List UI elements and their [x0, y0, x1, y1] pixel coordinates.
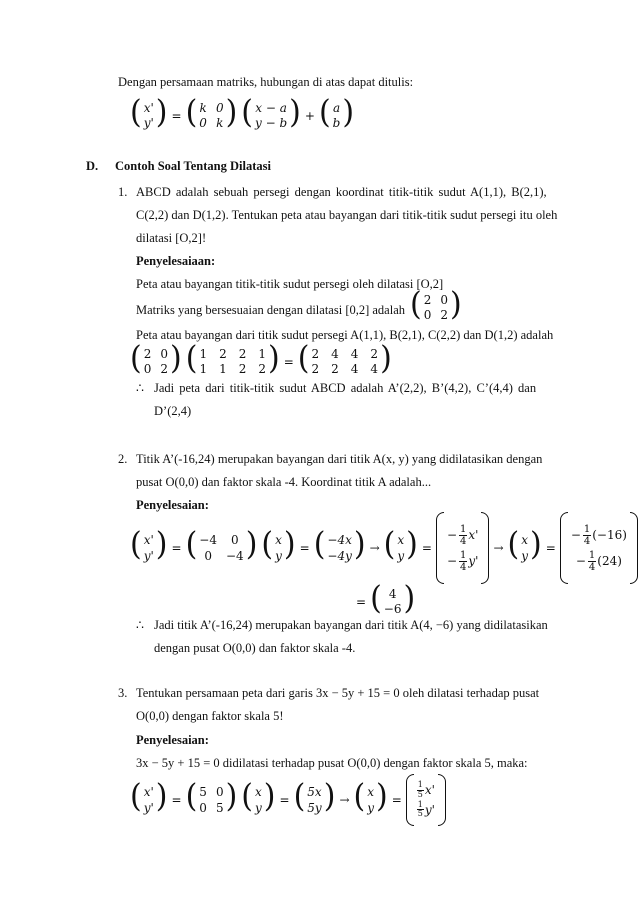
p2-big-matrix-2: − $\frac{1}{4}$ (−16) − $\frac{1}{4}$ (24): [560, 512, 638, 584]
p1-step1: Peta atau bayangan titik-titik sudut persegi oleh dilatasi [O,2]: [136, 277, 444, 291]
p1-line2: C(2,2) dan D(1,2). Tentukan peta atau bayangan dari titik-titik sudut persegi itu oleh: [136, 208, 558, 222]
p1-line1: ABCD adalah sebuah persegi dengan koordinat titik-titik sudut A(1,1), B(2,1),: [136, 185, 547, 199]
p2-equation: ( x' y' ) = ( −4 0 0 −4 ) ( x y ) = ( −4x −4y ) → ( x y ) = − $\frac{1}{4}$ x' − $\frac{1}{4}$ y' → ( x y ) = − $\frac{1}{4}$ (−16) − $\frac{1}{4}$ (24): [130, 512, 638, 584]
p1-step2: Matriks yang bersesuaian dengan dilatasi [0,2] adalah: [136, 303, 406, 317]
p1-line3: dilatasi [O,2]!: [136, 231, 207, 245]
p1-matrix-equation: ( 2 0 0 2 ) ( 1 2 2 1 1 1 2 2 ) = ( 2 4 4 2 2 2 4 4 ): [130, 344, 392, 380]
intro-equation: [130, 93, 355, 134]
plus-sign: +: [304, 108, 315, 123]
p3-line2: O(0,0) dengan faktor skala 5!: [136, 709, 284, 723]
matrix-xa: ( x − a y − b ): [241, 93, 301, 131]
therefore-icon: ∴: [136, 381, 144, 395]
p2-big-matrix-1: − $\frac{1}{4}$ x' − $\frac{1}{4}$ y': [436, 512, 490, 584]
therefore-icon: ∴: [136, 618, 144, 632]
matrix-scale: ( 2 0 0 2 ): [130, 339, 182, 377]
p2-result: = ( 4 −6 ): [356, 579, 416, 617]
p1-number: 1.: [118, 185, 128, 199]
p3-step1: 3x − 5y + 15 = 0 didilatasi terhadap pusat O(0,0) dengan faktor skala 5, maka:: [136, 756, 528, 770]
p3-number: 3.: [118, 686, 128, 700]
p2-solution-label: Penyelesaian:: [136, 498, 209, 512]
section-letter: D.: [86, 159, 99, 173]
p2-number: 2.: [118, 452, 128, 466]
p1-conclusion1: Jadi peta dari titik-titik sudut ABCD adalah A’(2,2), B’(4,2), C’(4,4) dan: [154, 381, 537, 395]
p1-step3: Peta atau bayangan dari titik sudut persegi A(1,1), B(2,1), C(2,2) dan D(1,2) adalah: [136, 328, 554, 342]
matrix-result: ( 2 4 4 2 2 2 4 4 ): [297, 339, 392, 377]
p3-big-matrix: $\frac{1}{5}$ x' $\frac{1}{5}$ y': [406, 774, 446, 826]
p3-line1: Tentukan persamaan peta dari garis 3x − 5y + 15 = 0 oleh dilatasi terhadap pusat: [136, 686, 540, 700]
section-title: Contoh Soal Tentang Dilatasi: [115, 159, 271, 173]
equals-sign: =: [171, 108, 182, 123]
p1-conclusion2: D’(2,4): [154, 404, 192, 418]
matrix-k: ( k 0 0 k ): [185, 93, 238, 131]
matrix-ab: ( a b ): [318, 93, 355, 131]
intro-text: Dengan persamaan matriks, hubungan di atas dapat ditulis:: [118, 75, 414, 89]
matrix-points: ( 1 2 2 1 1 1 2 2 ): [185, 339, 280, 377]
p3-solution-label: Penyelesaian:: [136, 733, 209, 747]
p1-dilation-matrix: ( 2 0 0 2 ): [410, 285, 462, 323]
p2-conclusion2: dengan pusat O(0,0) dan faktor skala -4.: [154, 641, 356, 655]
p1-solution-label: Penyelesaiaan:: [136, 254, 216, 268]
p2-conclusion1: Jadi titik A’(-16,24) merupakan bayangan dari titik A(4, −6) yang didilatasikan: [154, 618, 548, 632]
p2-line2: pusat O(0,0) dan faktor skala -4. Koordinat titik A adalah...: [136, 475, 432, 489]
p3-equation: ( x' y' ) = ( 5 0 0 5 ) ( x y ) = ( 5x 5y ) → ( x y ) = $\frac{1}{5}$ x' $\frac{1}{5}$ y': [130, 774, 446, 826]
matrix-lhs: ( x' y' ): [130, 93, 168, 131]
p2-line1: Titik A’(-16,24) merupakan bayangan dari titik A(x, y) yang didilatasikan dengan: [136, 452, 543, 466]
